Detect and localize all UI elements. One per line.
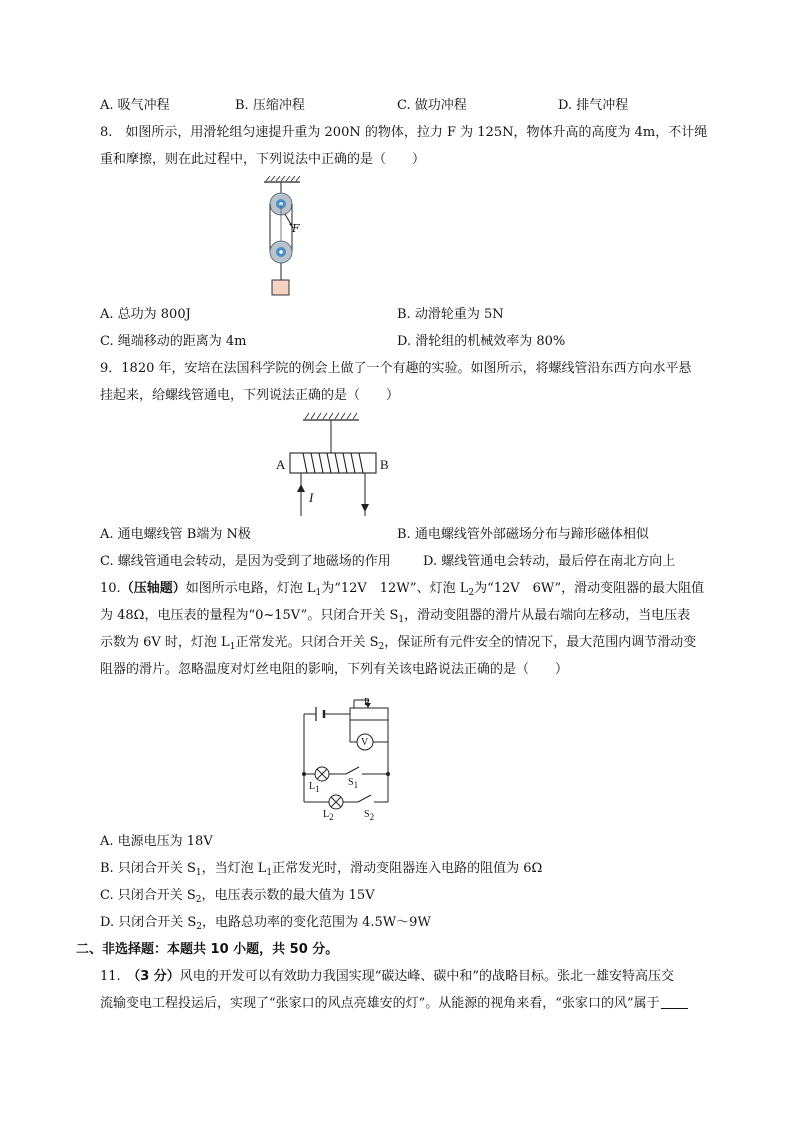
- label-letter: S: [364, 809, 370, 820]
- q7-option-a: A. 吸气冲程: [100, 98, 170, 113]
- subscript: 2: [468, 588, 475, 598]
- label-letter: S: [348, 777, 354, 788]
- solenoid-end-a-label: A: [276, 457, 286, 472]
- pulley-figure: [258, 176, 308, 298]
- subscript: 2: [378, 642, 385, 652]
- answer-blank[interactable]: [661, 995, 688, 1009]
- option-text: D. 只闭合开关 S: [100, 915, 197, 930]
- q10-tag: （压轴题）: [120, 581, 186, 596]
- subscript: 1: [266, 868, 273, 878]
- pulley-force-label: F: [292, 222, 300, 235]
- subscript: 2: [196, 922, 202, 932]
- slider-p-label: P: [364, 697, 370, 708]
- q11-number: 11.: [100, 969, 134, 984]
- q10-text: 正常发光。只闭合开关 S: [235, 635, 379, 650]
- q10-text: ，滑动变阻器的滑片从最右端向左移动，当电压表: [404, 608, 691, 623]
- q10-option-c: [100, 887, 375, 904]
- circuit-figure: [296, 692, 400, 820]
- q11-text: 流输变电工程投运后，实现了“张家口的风点亮雄安的灯”。从能源的视角来看，“张家口的风”属于: [100, 996, 660, 1011]
- q11-text: 风电的开发可以有效助力我国实现“碳达峰、碳中和”的战略目标。张北一雄安特高压交: [179, 969, 675, 984]
- q7-option-b: B. 压缩冲程: [235, 98, 305, 113]
- q8-option-c: C. 绳端移动的距离为 4m: [100, 334, 247, 349]
- option-text: B. 只闭合开关 S: [100, 861, 196, 876]
- q10-stem-line1: [100, 580, 704, 597]
- q10-option-a: A. 电源电压为 18V: [100, 834, 213, 849]
- q8-stem-line1: 8. 如图所示，用滑轮组匀速提升重为 200N 的物体，拉力 F 为 125N，物体升高的高度为 4m，不计绳: [100, 125, 708, 140]
- q8-option-b: B. 动滑轮重为 5N: [397, 307, 504, 322]
- q10-text: 为 48Ω，电压表的量程为“0~15V”。只闭合开关 S: [100, 608, 399, 623]
- q10-stem-line4: 阻器的滑片。忽略温度对灯丝电阻的影响，下列有关该电路说法正确的是（ ）: [100, 662, 569, 677]
- q10-text: 为“12V 12W”、灯泡 L: [321, 581, 469, 596]
- label-letter: L: [309, 781, 316, 792]
- subscript: 1: [229, 642, 236, 652]
- label-letter: L: [323, 809, 330, 820]
- option-text: ，电路总功率的变化范围为 4.5W～9W: [202, 915, 431, 930]
- subscript: 1: [398, 615, 405, 625]
- q10-stem-line3: [100, 634, 696, 651]
- subscript: 1: [315, 588, 322, 598]
- q8-option-d: D. 滑轮组的机械效率为 80%: [397, 334, 566, 349]
- q11-stem-line1: [100, 968, 674, 985]
- q8-stem-line2: 重和摩擦，则在此过程中，下列说法中正确的是（ ）: [100, 152, 426, 167]
- switch-s1-label: [348, 774, 358, 791]
- q9-option-d: D. 螺线管通电会转动，最后停在南北方向上: [423, 554, 676, 569]
- q11-score: （3 分）: [133, 969, 180, 984]
- solenoid-figure: [275, 412, 395, 520]
- subscript: 1: [315, 784, 320, 794]
- option-text: 正常发光时，滑动变阻器连入电路的阻值为 6Ω: [272, 861, 543, 876]
- q9-option-b: B. 通电螺线管外部磁场分布与蹄形磁体相似: [397, 527, 649, 542]
- q8-option-a: A. 总功为 800J: [100, 307, 191, 322]
- option-text: ，当灯泡 L: [201, 861, 267, 876]
- q9-stem-line2: 挂起来，给螺线管通电，下列说法正确的是（ ）: [100, 388, 400, 403]
- q10-text: 为“12V 6W”，滑动变阻器的最大阻值: [474, 581, 705, 596]
- q10-text: 示数为 6V 时，灯泡 L: [100, 635, 230, 650]
- section-heading: 二、非选择题：本题共 10 小题，共 50 分。: [76, 942, 339, 957]
- subscript: 2: [369, 812, 375, 822]
- q11-stem-line2: [100, 995, 688, 1012]
- q9-option-a: A. 通电螺线管 B端为 N极: [100, 527, 251, 542]
- q10-number: 10.: [100, 581, 121, 596]
- solenoid-end-b-label: B: [380, 457, 389, 472]
- q9-option-c: C. 螺线管通电会转动，是因为受到了地磁场的作用: [100, 554, 391, 569]
- voltmeter-label: V: [361, 737, 369, 748]
- subscript: 1: [195, 868, 202, 878]
- switch-s2-label: [364, 806, 374, 823]
- q10-stem-line2: [100, 607, 690, 624]
- q7-option-d: D. 排气冲程: [558, 98, 629, 113]
- subscript: 2: [329, 812, 334, 822]
- q7-option-c: C. 做功冲程: [397, 98, 467, 113]
- option-text: C. 只闭合开关 S: [100, 888, 196, 903]
- q10-text: ，保证所有元件安全的情况下，最大范围内调节滑动变: [384, 635, 697, 650]
- current-label: I: [309, 490, 314, 505]
- q9-stem-line1: 9．1820 年，安培在法国科学院的例会上做了一个有趣的实验。如图所示，将螺线管沿东西方向水平悬: [100, 361, 692, 376]
- option-text: ，电压表示数的最大值为 15V: [201, 888, 375, 903]
- q10-option-d: [100, 914, 431, 931]
- subscript: 1: [353, 780, 359, 790]
- subscript: 2: [195, 895, 202, 905]
- q10-option-b: [100, 860, 542, 877]
- lamp-l2-label: [323, 806, 334, 823]
- q10-text: 如图所示电路，灯泡 L: [185, 581, 316, 596]
- lamp-l1-label: [309, 778, 320, 795]
